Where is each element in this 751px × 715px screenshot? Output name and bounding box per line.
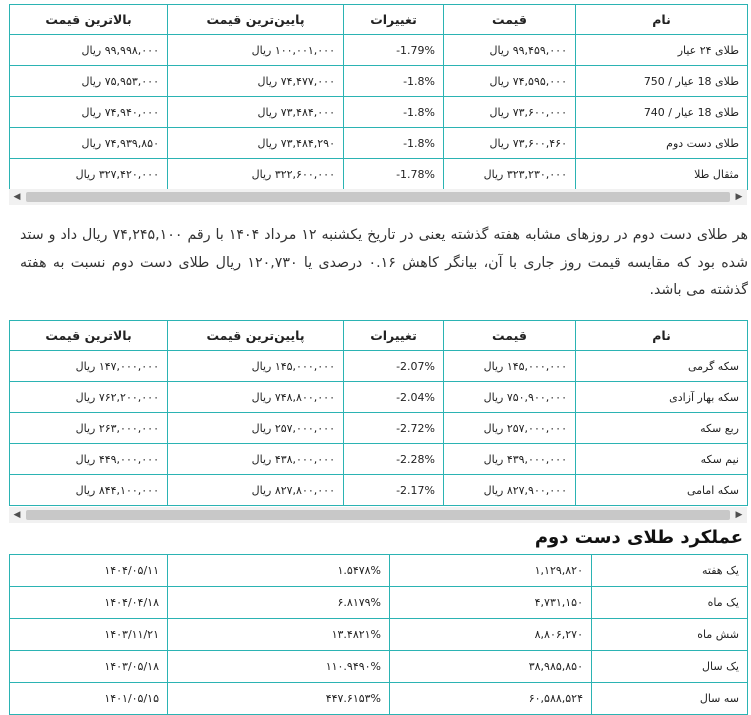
low-cell: ۱۰۰,۰۰۱,۰۰۰ ریال — [168, 35, 344, 66]
low-cell: ۱۴۵,۰۰۰,۰۰۰ ریال — [168, 351, 344, 382]
high-cell: ۷۵,۹۵۳,۰۰۰ ریال — [10, 66, 168, 97]
table-row — [10, 351, 748, 382]
table-row — [10, 651, 748, 683]
price-cell: ۷۳,۶۰۰,۰۰۰ ریال — [444, 97, 576, 128]
date-cell: ۱۴۰۳/۱۱/۲۱ — [10, 619, 168, 651]
table-row — [10, 413, 748, 444]
name-cell: ربع سکه — [576, 413, 748, 444]
percent-cell: ۱۳.۴۸۲۱% — [168, 619, 390, 651]
header-name: نام — [576, 5, 748, 35]
high-cell: ۲۶۳,۰۰۰,۰۰۰ ریال — [10, 413, 168, 444]
percent-cell: ۶.۸۱۷۹% — [168, 587, 390, 619]
price-cell: ۸۲۷,۹۰۰,۰۰۰ ریال — [444, 475, 576, 506]
table-row — [10, 35, 748, 66]
change-cell: -2.28% — [344, 444, 444, 475]
price-cell: ۳۲۳,۲۳۰,۰۰۰ ریال — [444, 159, 576, 190]
header-low: پایین‌ترین قیمت — [168, 5, 344, 35]
change-cell: -1.79% — [344, 35, 444, 66]
name-cell: طلای 18 عیار / 740 — [576, 97, 748, 128]
date-cell: ۱۴۰۴/۰۴/۱۸ — [10, 587, 168, 619]
scroll-left-arrow-icon[interactable]: ◀ — [13, 510, 21, 520]
header-high: بالاترین قیمت — [10, 5, 168, 35]
change-cell: -2.72% — [344, 413, 444, 444]
scroll-left-arrow-icon[interactable]: ◀ — [13, 192, 21, 202]
header-change: تغییرات — [344, 321, 444, 351]
header-change: تغییرات — [344, 5, 444, 35]
change-cell: -1.8% — [344, 66, 444, 97]
change-cell: -2.17% — [344, 475, 444, 506]
high-cell: ۱۴۷,۰۰۰,۰۰۰ ریال — [10, 351, 168, 382]
table-row — [10, 159, 748, 190]
table-row — [10, 587, 748, 619]
high-cell: ۸۴۴,۱۰۰,۰۰۰ ریال — [10, 475, 168, 506]
price-cell: ۹۹,۴۵۹,۰۰۰ ریال — [444, 35, 576, 66]
scrollbar-thumb[interactable] — [26, 192, 730, 202]
amount-cell: ۱,۱۲۹,۸۲۰ — [390, 555, 592, 587]
coin-price-table — [9, 320, 748, 506]
high-cell: ۷۴,۹۳۹,۸۵۰ ریال — [10, 128, 168, 159]
header-price: قیمت — [444, 321, 576, 351]
price-cell: ۴۳۹,۰۰۰,۰۰۰ ریال — [444, 444, 576, 475]
high-cell: ۳۲۷,۴۲۰,۰۰۰ ریال — [10, 159, 168, 190]
header-low: پایین‌ترین قیمت — [168, 321, 344, 351]
table-row — [10, 66, 748, 97]
price-cell: ۲۵۷,۰۰۰,۰۰۰ ریال — [444, 413, 576, 444]
change-cell: -1.78% — [344, 159, 444, 190]
price-cell: ۱۴۵,۰۰۰,۰۰۰ ریال — [444, 351, 576, 382]
name-cell: مثقال طلا — [576, 159, 748, 190]
period-cell: یک هفته — [592, 555, 748, 587]
percent-cell: ۱۱۰.۹۴۹۰% — [168, 651, 390, 683]
percent-cell: ۴۴۷.۶۱۵۳% — [168, 683, 390, 715]
name-cell: سکه بهار آزادی — [576, 382, 748, 413]
table-row — [10, 619, 748, 651]
change-cell: -2.04% — [344, 382, 444, 413]
period-cell: یک سال — [592, 651, 748, 683]
low-cell: ۷۳,۴۸۴,۰۰۰ ریال — [168, 97, 344, 128]
low-cell: ۷۴۸,۸۰۰,۰۰۰ ریال — [168, 382, 344, 413]
low-cell: ۷۳,۴۸۴,۲۹۰ ریال — [168, 128, 344, 159]
table-row — [10, 128, 748, 159]
price-cell: ۷۳,۶۰۰,۴۶۰ ریال — [444, 128, 576, 159]
low-cell: ۷۴,۴۷۷,۰۰۰ ریال — [168, 66, 344, 97]
period-cell: شش ماه — [592, 619, 748, 651]
performance-table — [9, 554, 748, 715]
amount-cell: ۳۸,۹۸۵,۸۵۰ — [390, 651, 592, 683]
period-cell: یک ماه — [592, 587, 748, 619]
date-cell: ۱۴۰۱/۰۵/۱۵ — [10, 683, 168, 715]
name-cell: طلای ۲۴ عیار — [576, 35, 748, 66]
table-row — [10, 475, 748, 506]
high-cell: ۴۴۹,۰۰۰,۰۰۰ ریال — [10, 444, 168, 475]
name-cell: نیم سکه — [576, 444, 748, 475]
change-cell: -2.07% — [344, 351, 444, 382]
date-cell: ۱۴۰۳/۰۵/۱۸ — [10, 651, 168, 683]
period-cell: سه سال — [592, 683, 748, 715]
performance-heading: عملکرد طلای دست دوم — [534, 527, 743, 548]
name-cell: طلای 18 عیار / 750 — [576, 66, 748, 97]
date-cell: ۱۴۰۴/۰۵/۱۱ — [10, 555, 168, 587]
change-cell: -1.8% — [344, 128, 444, 159]
gold-table-scrollbar[interactable] — [9, 189, 747, 205]
price-cell: ۷۵۰,۹۰۰,۰۰۰ ریال — [444, 382, 576, 413]
table-row — [10, 382, 748, 413]
scroll-right-arrow-icon[interactable]: ▶ — [735, 510, 743, 520]
scroll-right-arrow-icon[interactable]: ▶ — [735, 192, 743, 202]
change-cell: -1.8% — [344, 97, 444, 128]
amount-cell: ۸,۸۰۶,۲۷۰ — [390, 619, 592, 651]
scrollbar-thumb[interactable] — [26, 510, 730, 520]
low-cell: ۸۲۷,۸۰۰,۰۰۰ ریال — [168, 475, 344, 506]
name-cell: سکه امامی — [576, 475, 748, 506]
high-cell: ۷۶۲,۲۰۰,۰۰۰ ریال — [10, 382, 168, 413]
low-cell: ۲۵۷,۰۰۰,۰۰۰ ریال — [168, 413, 344, 444]
name-cell: طلای دست دوم — [576, 128, 748, 159]
low-cell: ۳۲۲,۶۰۰,۰۰۰ ریال — [168, 159, 344, 190]
header-name: نام — [576, 321, 748, 351]
gold-price-table — [9, 4, 748, 190]
amount-cell: ۴,۷۳۱,۱۵۰ — [390, 587, 592, 619]
header-high: بالاترین قیمت — [10, 321, 168, 351]
amount-cell: ۶۰,۵۸۸,۵۲۴ — [390, 683, 592, 715]
table-row — [10, 555, 748, 587]
high-cell: ۹۹,۹۹۸,۰۰۰ ریال — [10, 35, 168, 66]
coin-table-header — [10, 321, 748, 351]
market-summary-paragraph: هر طلای دست دوم در روزهای مشابه هفته گذشته یعنی در تاریخ یکشنبه ۱۲ مرداد ۱۴۰۴ با رقم ۷۴,۲۴۵,۱۰۰ ریال داد و ستد شده بود که مقایسه قیمت روز جاری با آن، بیانگر کاهش ۰.۱۶ درصدی یا ۱۲۰,۷۳۰ ریال طلای دست دوم نسبت به هفته گذشته می باشد. — [20, 227, 748, 298]
table-row — [10, 444, 748, 475]
table-row — [10, 97, 748, 128]
name-cell: سکه گرمی — [576, 351, 748, 382]
header-price: قیمت — [444, 5, 576, 35]
coin-table-scrollbar[interactable] — [9, 507, 747, 523]
low-cell: ۴۳۸,۰۰۰,۰۰۰ ریال — [168, 444, 344, 475]
gold-table-header — [10, 5, 748, 35]
high-cell: ۷۴,۹۴۰,۰۰۰ ریال — [10, 97, 168, 128]
percent-cell: ۱.۵۴۷۸% — [168, 555, 390, 587]
price-cell: ۷۴,۵۹۵,۰۰۰ ریال — [444, 66, 576, 97]
